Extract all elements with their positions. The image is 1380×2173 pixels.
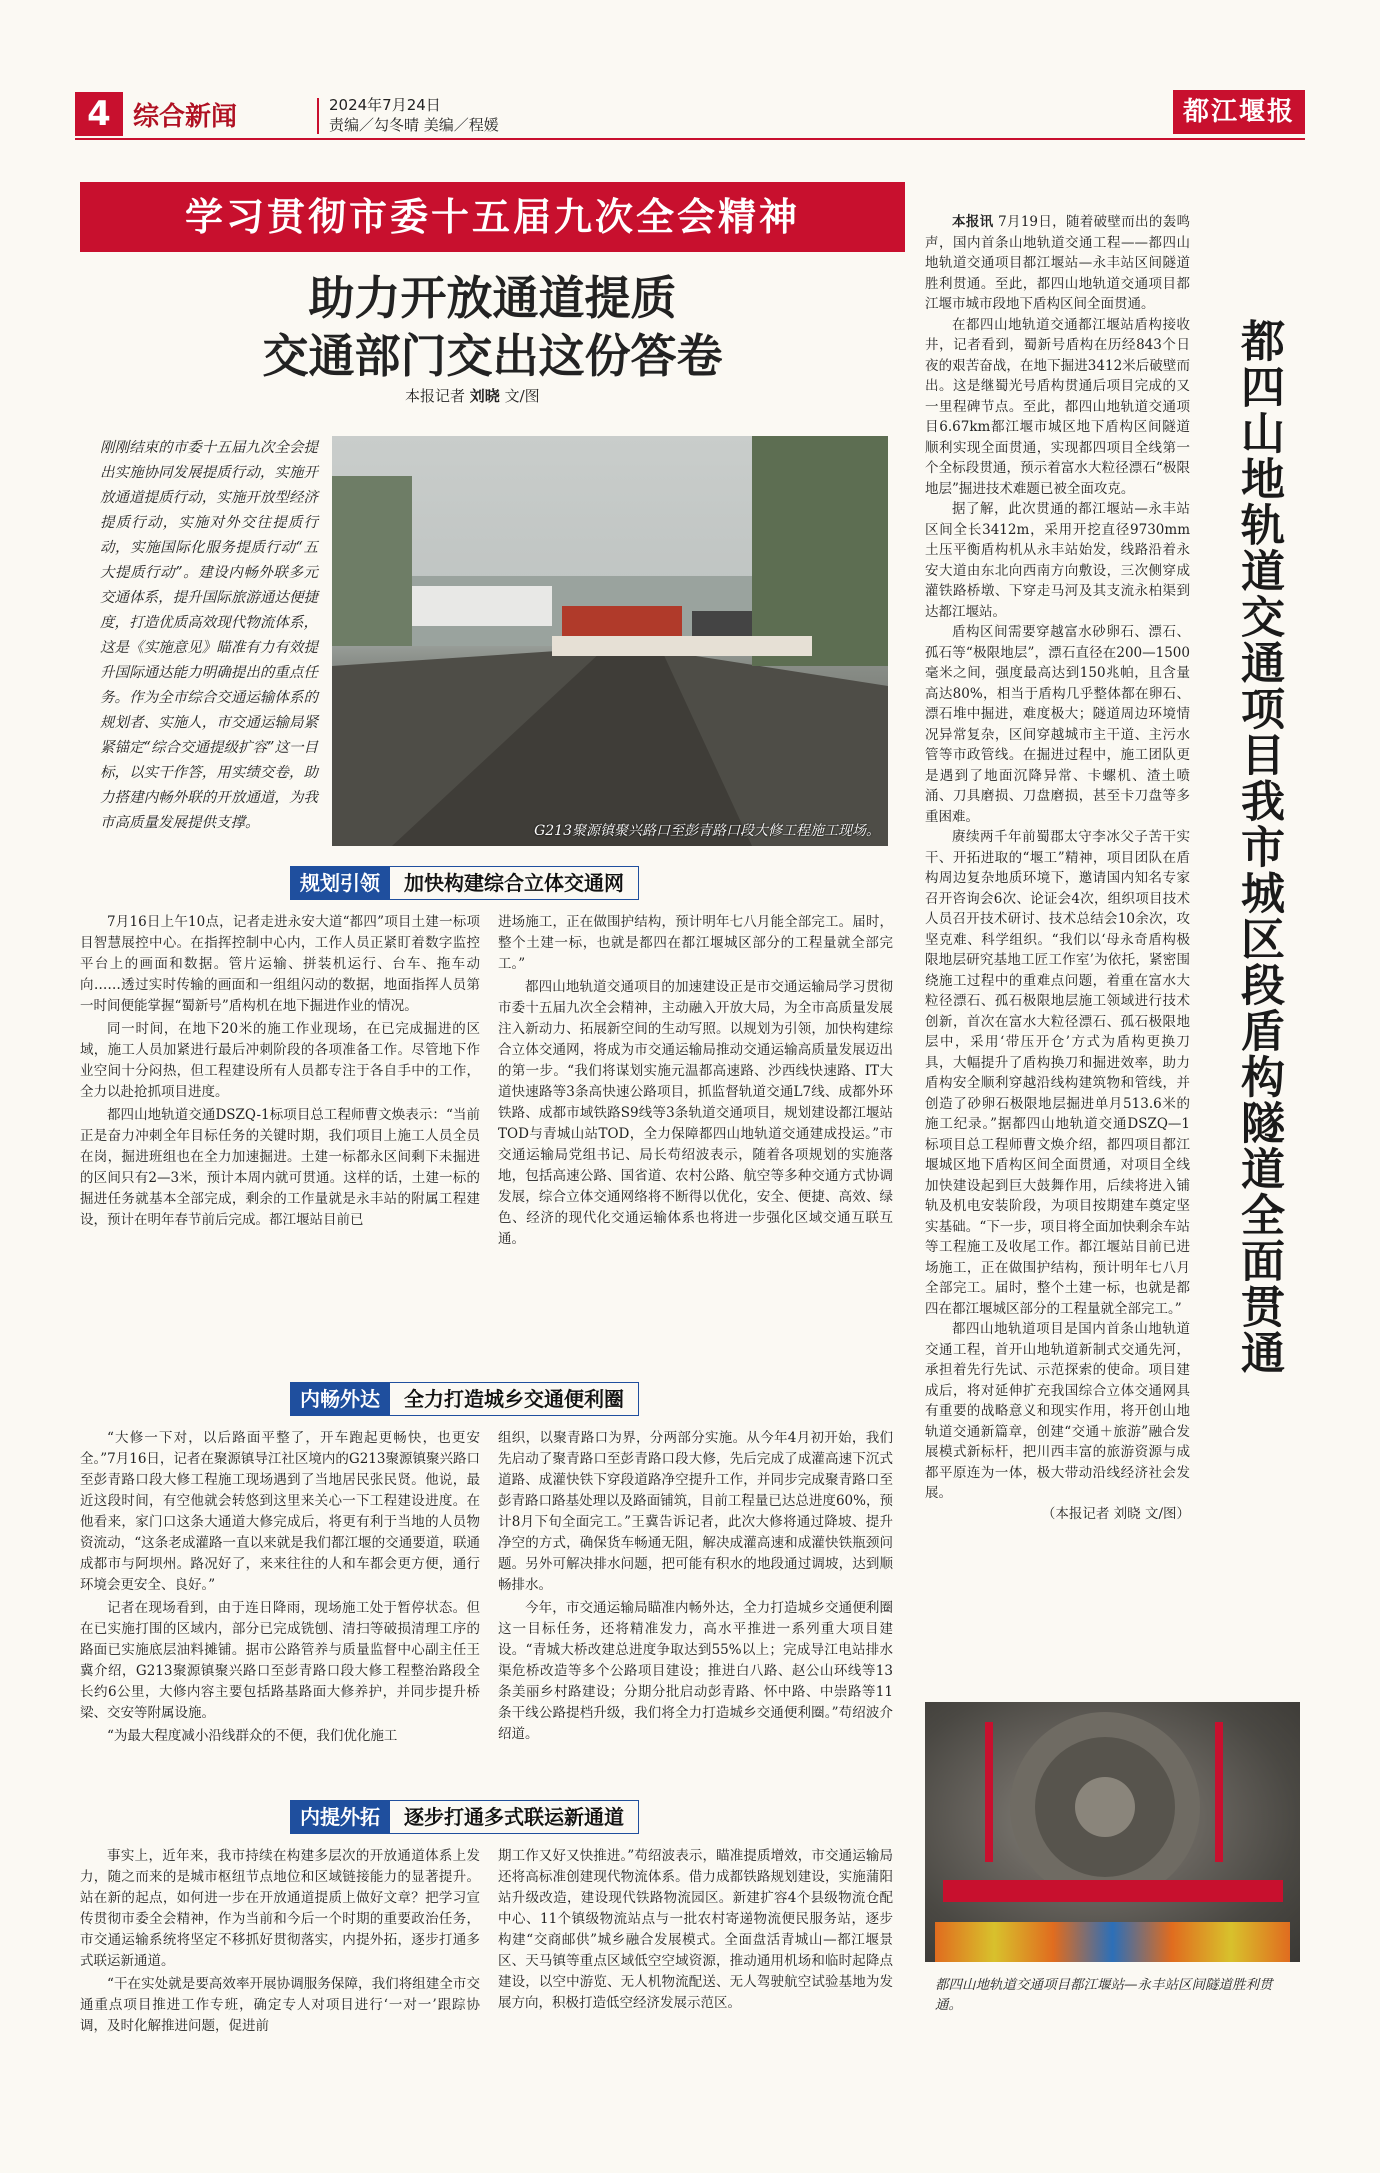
road-construction-photo [332,436,888,846]
intro-paragraph: 刚刚结束的市委十五届九次全会提出实施协同发展提质行动，实施开放通道提质行动，实施开放型经济提质行动，实施对外交往提质行动，实施国际化服务提质行动“五大提质行动”。建设内畅外联多元交通体系，提升国际旅游通达便捷度，打造优质高效现代物流体系，这是《实施意见》瞄准有力有效提升国际通达能力明确提出的重点任务。作为全市综合交通运输体系的规划者、实施人，市交通运输局紧紧锚定“综合交通提级扩容”这一目标，以实干作答，用实绩交卷，助力搭建内畅外联的开放通道，为我市高质量发展提供支撑。 [100,440,318,831]
headline-line-1: 助力开放通道提质 [308,271,677,325]
paragraph: 事实上，近年来，我市持续在构建多层次的开放通道体系上发力，随之而来的是城市枢纽节点地位和区域链接能力的显著提升。站在新的起点，如何进一步在开放通道提质上做好文章？把学习宣传贯彻市委全会精神，作为当前和今后一个时期的重要政治任务，市交通运输系统将坚定不移抓好贯彻落实，内提外拓，逐步打通多式联运新通道。 [80,1848,480,1969]
paragraph: 今年，市交通运输局瞄准内畅外达，全力打造城乡交通便利圈这一目标任务，还将精准发力，高水平推进一系列重大项目建设。“青城大桥改建总进度争取达到55%以上；完成导江电站排水渠危桥改造等多个公路项目建设；推进白八路、赵公山环线等13条美丽乡村路建设；分期分批启动彭青路、怀中路、中崇路等11条干线公路提档升级，我们将全力打造城乡交通便利圈。”苟绍波介绍道。 [498,1600,893,1742]
section-heading-1 [290,866,639,900]
section-2-right-column [498,1428,893,1747]
story-signature: （本报记者 刘晓 文/图） [1041,1505,1190,1522]
page-header [75,90,1305,140]
paragraph [925,212,1190,315]
newspaper-logo: 都江堰报 [1173,90,1305,134]
section-heading-2 [290,1382,639,1416]
right-story-body [925,212,1190,1524]
section-tag: 内提外拓 [290,1800,390,1834]
paragraph: 进场施工，正在做围护结构，预计明年七八月能全部完工。届时，整个土建一标，也就是都四在都江堰城区部分的工程量就全部完工。” [498,914,893,972]
section-1-right-column [498,912,893,1252]
story-lead: 本报讯 [952,214,994,230]
section-name: 综合新闻 [133,102,238,132]
theme-banner: 学习贯彻市委十五届九次全会精神 [80,182,905,252]
byline-suffix: 文/图 [504,387,540,405]
paragraph: 都四山地轨道交通DSZQ-1标项目总工程师曹文焕表示：“当前正是奋力冲刺全年目标任务的关键时期，我们项目上施工人员全员在岗，掘进班组也在全力加速掘进。土建一标都永区间剩下未掘进的区间只有2—3米，预计本周内就可贯通。这样的话，土建一标的掘进任务就基本全部完成，剩余的工作量就是永丰站的附属工程建设，预计在明年春节前后完成。都江堰站目前已 [80,1107,480,1228]
header-divider [317,98,319,134]
section-tag: 内畅外达 [290,1382,390,1416]
workers-group [935,1922,1290,1962]
section-3-right-column [498,1846,893,2016]
paragraph: 都四山地轨道项目是国内首条山地轨道交通工程，首开山地轨道新制式交通先河，承担着先行先试、示范探索的使命。项目建成后，将对延伸扩充我国综合立体交通网具有重要的战略意义和现实作用，将开创山地轨道交通新篇章，创建“交通＋旅游”融合发展模式新标杆，把川西丰富的旅游资源与成都平原连为一体，极大带动沿线经济社会发展。 [925,1321,1190,1501]
paragraph: 据了解，此次贯通的都江堰站—永丰站区间全长3412m，采用开挖直径9730mm土压平衡盾构机从永丰站始发，线路沿着永安大道由东北向西南方向敷设，三次侧穿成灌铁路桥墩、下穿走马河及其支流永柏渠到达都江堰站。 [925,501,1190,620]
tunnel-breakthrough-photo [925,1702,1300,1962]
headline-line-2: 交通部门交出这份答卷 [262,329,723,383]
section-heading-3 [290,1800,639,1834]
paragraph: 同一时间，在地下20米的施工作业现场，在已完成掘进的区域，施工人员加紧进行最后冲刺阶段的各项准备工作。尽管地下作业空间十分闷热，但工程建设所有人员都专注于各自手中的工作，全力以赴抢抓项目进度。 [80,1021,480,1100]
paragraph: “为最大程度减小沿线群众的不便，我们优化施工 [107,1728,398,1744]
paragraph: 盾构区间需要穿越富水砂卵石、漂石、孤石等“极限地层”，漂石直径在200—1500毫米之间，强度最高达到150兆帕，且含量高达80%，相当于盾构几乎整体都在卵石、漂石堆中掘进，难度极大；隧道周边环境情况异常复杂，区间穿越城市主干道、主污水管等市政管线。在掘进过程中，施工团队更是遇到了地面沉降异常、卡螺机、渣土喷涌、刀具磨损、刀盘磨损，甚至卡刀盘等多重困难。 [925,624,1190,825]
paragraph: 在都四山地轨道交通都江堰站盾构接收井，记者看到，蜀新号盾构在历经843个日夜的艰苦奋战，在地下掘进3412米后破壁而出。这是继蜀光号盾构贯通后项目完成的又一里程碑节点。至此，都四山地轨道交通项目6.67km都江堰市城区地下盾构区间隧道顺利实现全面贯通，实现都四项目全线第一个全标段贯通，预示着富水大粒径漂石“极限地层”掘进技术难题已被全面攻克。 [925,316,1190,497]
paragraph: 组织，以聚青路口为界，分两部分实施。从今年4月初开始，我们先启动了聚青路口至彭青路口段大修，先后完成了成灌高速下沉式道路、成灌快铁下穿段道路净空提升工作，并同步完成聚青路口至彭青路口路基处理以及路面铺筑，目前工程量已达总进度60%，预计8月下旬全面完工。”王冀告诉记者，此次大修将通过降坡、提升净空的方式，确保货车畅通无阻，解决成灌高速和成灌快铁瓶颈问题。另外可解决排水问题，把可能有积水的地段通过调坡，达到顺畅排水。 [498,1430,893,1593]
issue-date: 2024年7月24日 [329,96,441,114]
byline-prefix: 本报记者 [405,387,466,405]
byline [405,385,540,406]
paragraph: 记者在现场看到，由于连日降雨，现场施工处于暂停状态。但在已实施打围的区域内，部分已完成铣刨、清扫等破损清理工序的路面已实施底层油料摊铺。据市公路管养与质量监督中心副主任王冀介绍，G213聚源镇聚兴路口至彭青路口段大修工程整治路段全长约6公里，大修内容主要包括路基路面大修养护，并同步提升桥梁、交安等附属设施。 [80,1600,480,1721]
celebration-banner [943,1880,1283,1902]
section-title: 全力打造城乡交通便利圈 [390,1382,639,1416]
section-2-left-column [80,1428,480,1749]
photo-caption: G213聚源镇聚兴路口至彭青路口段大修工程施工现场。 [534,823,880,839]
paragraph: “大修一下对，以后路面平整了，开车跑起更畅快，也更安全。”7月16日，记者在聚源镇导江社区境内的G213聚源镇聚兴路口至彭青路口段大修工程施工现场遇到了当地居民张民贤。他说，最近这段时间，有空他就会转悠到这里来关心一下工程建设进度。在他看来，家门口这条大通道大修完成后，将更有利于当地的人员物资流动，“这条老成灌路一直以来就是我们都江堰的交通要道，联通成都市与阿坝州。路况好了，来来往往的人和车都会更方便，通行环境会更安全、良好。” [80,1430,480,1593]
paragraph: 期工作又好又快推进。”苟绍波表示，瞄准提质增效，市交通运输局还将高标准创建现代物流体系。借力成都铁路规划建设，实施蒲阳站升级改造，建设现代铁路物流园区。新建扩容4个县级物流仓配中心、11个镇级物流站点与一批农村寄递物流便民服务站，逐步构建“交商邮供”城乡融合发展模式。全面盘活青城山—都江堰景区、天马镇等重点区域低空空域资源，推动通用机场和临时起降点建设，以空中游览、无人机物流配送、无人驾驶航空试验基地为发展方向，积极打造低空经济发展示范区。 [498,1848,893,2011]
paragraph: “干在实处就是要高效率开展协调服务保障，我们将组建全市交通重点项目推进工作专班，确定专人对项目进行‘一对一’跟踪协调，及时化解推进问题，促进前 [80,1976,480,2034]
paragraph: 都四山地轨道交通项目的加速建设正是市交通运输局学习贯彻市委十五届九次全会精神，主动融入开放大局，为全市高质量发展注入新动力、拓展新空间的生动写照。以规划为引领，加快构建综合立体交通网，将成为市交通运输局推动交通运输高质量发展迈出的第一步。“我们将谋划实施元温都高速路、沙西线快速路、IT大道快速路等3条高快速公路项目，抓监督轨道交通L7线、成都外环铁路、成都市域铁路S9线等3条轨道交通项目，规划建设都江堰站TOD与青城山站TOD，全力保障都四山地轨道交通建成投运。”市交通运输局党组书记、局长苟绍波表示，随着各项规划的实施落地，包括高速公路、国省道、农村公路、航空等多种交通方式协调发展，综合立体交通网络将不断得以优化，安全、便捷、高效、绿色、经济的现代化交通运输体系也将进一步强化区域交通互联互通。 [498,979,893,1247]
editors-credit: 责编／勾冬晴 美编／程媛 [329,116,499,134]
section-1-left-column [80,912,480,1233]
byline-name: 刘晓 [469,387,500,405]
section-title: 加快构建综合立体交通网 [390,866,639,900]
section-title: 逐步打通多式联运新通道 [390,1800,639,1834]
section-3-left-column [80,1846,480,2039]
paragraph: 赓续两千年前蜀郡太守李冰父子苦干实干、开拓进取的“堰工”精神，项目团队在盾构周边复杂地质环境下，邀请国内知名专家召开咨询会6次、论证会4次，组织项目技术人员召开技术研讨、技术总结会10余次，攻坚克难、科学组织。“我们以‘母永奇盾构极限地层研究基地工匠工作室’为依托，紧密围绕施工过程中的重难点问题，着重在富水大粒径漂石、孤石极限地层施工领域进行技术创新，首次在富水大粒径漂石、孤石极限地层中，采用‘带压开仓’方式为盾构更换刀具，大幅提升了盾构换刀和掘进效率，助力盾构安全顺利穿越沿线构建筑物和管线，并创造了砂卵石极限地层掘进单月513.6米的施工纪录。”据都四山地轨道交通DSZQ—1标项目总工程师曹文焕介绍，都四项目都江堰城区地下盾构区间全面贯通，对项目全线加快建设起到巨大鼓舞作用，后续将进入铺轨及机电安装阶段，为项目按期建车奠定坚实基础。“下一步，项目将全面加快剩余车站等工程施工及收尾工作。都江堰站目前已进场施工，正在做围护结构，预计明年七八月全部完工。届时，整个土建一标，也就是都四在都江堰城区部分的工程量就全部完工。” [925,829,1190,1317]
paragraph: 7月16日上午10点，记者走进永安大道“都四”项目土建一标项目智慧展控中心。在指挥控制中心内，工作人员正紧盯着数字监控平台上的画面和数据。管片运输、拼装机运行、台车、拖车动向……透过实时传输的画面和一组组闪动的数据，地面指挥人员第一时间便能掌握“蜀新号”盾构机在地下掘进作业的情况。 [80,914,480,1014]
page-number: 4 [75,92,123,136]
section-tag: 规划引领 [290,866,390,900]
paragraph-text: 7月19日，随着破壁而出的轰鸣声，国内首条山地轨道交通工程——都四山地轨道交通项目都江堰站—永丰站区间隧道胜利贯通。至此，都四山地轨道交通项目都江堰市城市段地下盾构区间全面贯通。 [925,214,1191,312]
right-story-vertical-title: 都四山地轨道交通项目我市城区段盾构隧道全面贯通 [1233,318,1284,1376]
tunnel-photo-caption: 都四山地轨道交通项目都江堰站—永丰站区间隧道胜利贯通。 [935,1977,1273,2013]
road-construction-illustration [332,436,888,846]
